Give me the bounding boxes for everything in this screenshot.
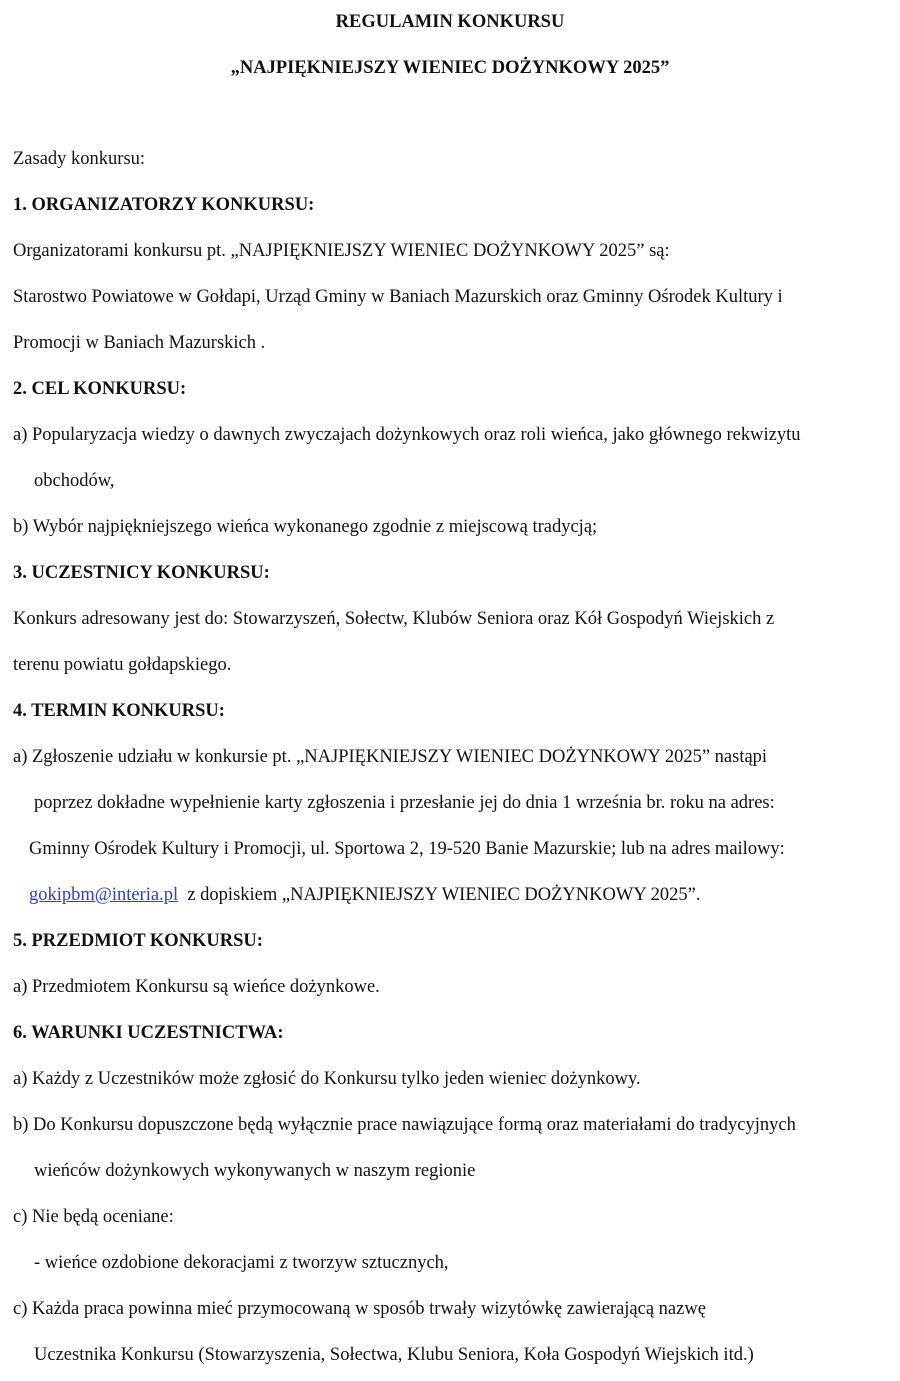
section-2-item-b: b) Wybór najpiękniejszego wieńca wykonanego zgodnie z miejscową tradycją;: [13, 517, 598, 537]
section-2-item-a-line-1: a) Popularyzacja wiedzy o dawnych zwyczajach dożynkowych oraz roli wieńca, jako głównego rekwizytu: [13, 425, 801, 445]
email-link[interactable]: gokipbm@interia.pl: [29, 885, 179, 905]
section-1-heading: 1. ORGANIZATORZY KONKURSU:: [13, 195, 315, 215]
section-6-item-b-line-1: b) Do Konkursu dopuszczone będą wyłącznie prace nawiązujące formą oraz materiałami do tradycyjnych: [13, 1115, 796, 1135]
section-6-item-d-line-1: c) Każda praca powinna mieć przymocowaną w sposób trwały wizytówkę zawierającą nazwę: [13, 1299, 706, 1319]
section-4-heading: 4. TERMIN KONKURSU:: [13, 701, 225, 721]
section-4-item-a-line-1: a) Zgłoszenie udziału w konkursie pt. „NAJPIĘKNIEJSZY WIENIEC DOŻYNKOWY 2025” nastąpi: [13, 747, 768, 767]
section-6-heading: 6. WARUNKI UCZESTNICTWA:: [13, 1023, 284, 1043]
section-4-item-a-line-4: [29, 884, 700, 906]
intro-text: Zasady konkursu:: [13, 149, 146, 169]
section-4-item-a-line-2: poprzez dokładne wypełnienie karty zgłoszenia i przesłanie jej do dnia 1 września br. roku na adres:: [34, 793, 775, 813]
section-1-line-2: Starostwo Powiatowe w Gołdapi, Urząd Gminy w Baniach Mazurskich oraz Gminny Ośrodek Kultury i: [13, 287, 783, 307]
section-1-line-1: Organizatorami konkursu pt. „NAJPIĘKNIEJSZY WIENIEC DOŻYNKOWY 2025” są:: [13, 241, 670, 261]
section-3-line-1: Konkurs adresowany jest do: Stowarzyszeń, Sołectw, Klubów Seniora oraz Kół Gospodyń Wiejskich z: [13, 609, 775, 629]
section-4-item-a-line-4-rest: z dopiskiem „NAJPIĘKNIEJSZY WIENIEC DOŻYNKOWY 2025”.: [178, 885, 701, 905]
section-6-item-c-sub: - wieńce ozdobione dekoracjami z tworzyw sztucznych,: [34, 1253, 449, 1273]
section-2-item-a-line-2: obchodów,: [34, 471, 115, 491]
section-6-item-b-line-2: wieńców dożynkowych wykonywanych w naszym regionie: [34, 1161, 476, 1181]
section-3-line-2: terenu powiatu gołdapskiego.: [13, 655, 232, 675]
document-title: REGULAMIN KONKURSU: [335, 12, 565, 32]
section-1-line-3: Promocji w Baniach Mazurskich .: [13, 333, 266, 353]
section-4-item-a-line-3: Gminny Ośrodek Kultury i Promocji, ul. Sportowa 2, 19-520 Banie Mazurskie; lub na adres mailowy:: [29, 839, 785, 859]
document-subtitle: „NAJPIĘKNIEJSZY WIENIEC DOŻYNKOWY 2025”: [230, 58, 670, 78]
section-5-heading: 5. PRZEDMIOT KONKURSU:: [13, 931, 263, 951]
section-6-item-d-line-2: Uczestnika Konkursu (Stowarzyszenia, Sołectwa, Klubu Seniora, Koła Gospodyń Wiejskich itd.): [34, 1345, 754, 1365]
section-5-item-a: a) Przedmiotem Konkursu są wieńce dożynkowe.: [13, 977, 380, 997]
section-3-heading: 3. UCZESTNICY KONKURSU:: [13, 563, 270, 583]
section-6-item-c: c) Nie będą oceniane:: [13, 1207, 174, 1227]
section-2-heading: 2. CEL KONKURSU:: [13, 379, 187, 399]
section-6-item-a: a) Każdy z Uczestników może zgłosić do Konkursu tylko jeden wieniec dożynkowy.: [13, 1069, 641, 1089]
